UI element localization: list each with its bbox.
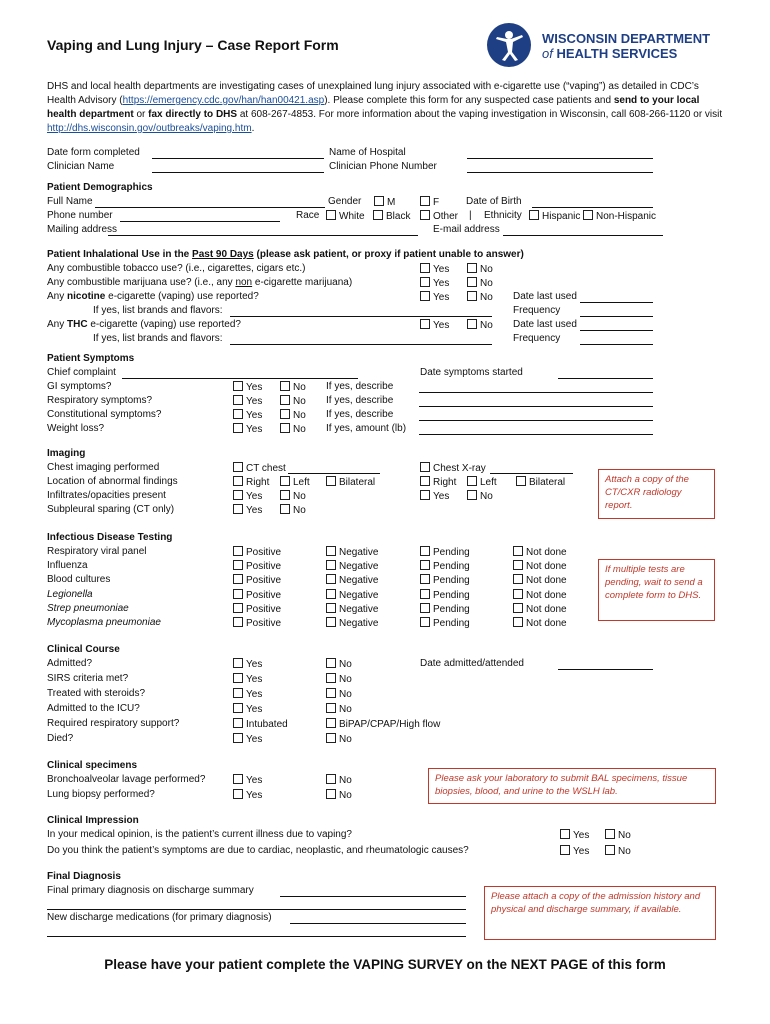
checkbox-icon [233,381,243,391]
race-other-option[interactable]: Other [420,210,458,223]
test-label: Mycoplasma pneumoniae [47,617,161,628]
separator: | [469,210,472,221]
subpleural-label: Subpleural sparing (CT only) [47,504,175,515]
checkbox-icon [513,603,523,613]
checkbox-icon [420,546,430,556]
bal-yes[interactable]: Yes [233,774,262,787]
checkbox-icon [233,476,243,486]
checkbox-icon [326,574,336,584]
date-admitted-field[interactable] [558,669,653,670]
test-positive-option[interactable]: Positive [233,589,281,602]
checkbox-icon [467,277,477,287]
checkbox-icon [280,409,290,419]
test-negative-option[interactable]: Negative [326,603,378,616]
q-tobacco: Any combustible tobacco use? (i.e., cigarettes, cigars etc.) [47,263,306,274]
checkbox-icon [420,617,430,627]
checkbox-icon [233,603,243,613]
test-not-done-option[interactable]: Not done [513,560,567,573]
clinician-phone-label: Clinician Phone Number [329,161,437,172]
email-field[interactable] [503,235,663,236]
test-positive-option[interactable]: Positive [233,617,281,630]
thc-frequency-field[interactable] [580,344,653,345]
thc-date-field[interactable] [580,330,653,331]
biopsy-label: Lung biopsy performed? [47,789,155,800]
mailing-field[interactable] [108,235,418,236]
checkbox-icon [374,196,384,206]
biopsy-yes[interactable]: Yes [233,789,262,802]
chest-imaging-label: Chest imaging performed [47,462,160,473]
checkbox-icon [233,789,243,799]
dhs-logo-icon [486,22,532,68]
test-not-done-option[interactable]: Not done [513,546,567,559]
checkbox-icon [233,574,243,584]
const-yes[interactable]: Yes [233,409,262,422]
checkbox-icon [233,617,243,627]
gi-label: GI symptoms? [47,381,112,392]
org-name [542,31,710,61]
sirs-label: SIRS criteria met? [47,673,129,684]
q-thc: Any THC e-cigarette (vaping) use reported? [47,319,241,330]
checkbox-icon [233,395,243,405]
checkbox-icon [233,462,243,472]
thc-yes[interactable]: Yes [420,319,449,332]
test-negative-option[interactable]: Negative [326,589,378,602]
ct-bilateral[interactable]: Bilateral [326,476,375,489]
nicotine-frequency-label: Frequency [513,305,561,316]
checkbox-icon [467,490,477,500]
checkbox-icon [420,560,430,570]
date-completed-field[interactable] [152,158,324,159]
sirs-no[interactable]: No [326,673,352,686]
checkbox-icon [420,196,430,206]
admitted-no[interactable]: No [326,658,352,671]
test-label: Respiratory viral panel [47,546,147,557]
checkbox-icon [326,733,336,743]
imaging-note: Attach a copy of the CT/CXR radiology report. [598,469,715,519]
full-name-field[interactable] [95,207,325,208]
demographics-heading: Patient Demographics [47,182,153,193]
checkbox-icon [326,603,336,613]
clinical-course-heading: Clinical Course [47,644,120,655]
checkbox-icon [467,263,477,273]
test-pending-option[interactable]: Pending [420,546,470,559]
race-label: Race [296,210,320,221]
checkbox-icon [280,423,290,433]
icu-no[interactable]: No [326,703,352,716]
ct-infiltrates-yes[interactable]: Yes [233,490,262,503]
form-title: Vaping and Lung Injury – Case Report Form [47,37,339,53]
const-describe-label: If yes, describe [326,409,394,420]
test-positive-option[interactable]: Positive [233,560,281,573]
hospital-label: Name of Hospital [329,147,406,158]
gi-describe-label: If yes, describe [326,381,394,392]
dhs-vaping-link[interactable]: http://dhs.wisconsin.gov/outbreaks/vaping.htm [47,123,252,134]
resp-no[interactable]: No [280,395,306,408]
checkbox-icon [233,733,243,743]
checkbox-icon [560,845,570,855]
nicotine-frequency-field[interactable] [580,316,653,317]
const-describe-field[interactable] [419,420,653,421]
checkbox-icon [233,774,243,784]
gi-describe-field[interactable] [419,392,653,393]
gender-m-option[interactable]: M [374,196,395,209]
died-no[interactable]: No [326,733,352,746]
ct-right[interactable]: Right [233,476,269,489]
dob-label: Date of Birth [466,196,522,207]
ct-chest-option[interactable]: CT chest [233,462,286,475]
clinician-name-field[interactable] [152,172,324,173]
tobacco-yes[interactable]: Yes [420,263,449,276]
specimens-note: Please ask your laboratory to submit BAL specimens, tissue biopsies, blood, and urine to the WSLH lab. [428,768,716,804]
diagnosis-note: Please attach a copy of the admission history and physical and discharge summary, if available. [484,886,716,940]
checkbox-icon [326,589,336,599]
checkbox-icon [280,476,290,486]
xray-right[interactable]: Right [420,476,456,489]
xray-option[interactable]: Chest X-ray [420,462,486,475]
checkbox-icon [233,688,243,698]
discharge-meds-field-2[interactable] [47,936,466,937]
date-started-label: Date symptoms started [420,367,523,378]
steroids-label: Treated with steroids? [47,688,146,699]
gi-no[interactable]: No [280,381,306,394]
checkbox-icon [605,829,615,839]
checkbox-icon [513,589,523,599]
phone-field[interactable] [120,221,280,222]
location-label: Location of abnormal findings [47,476,178,487]
date-admitted-label: Date admitted/attended [420,658,524,669]
diagnosis-heading: Final Diagnosis [47,871,121,882]
final-diagnosis-field[interactable] [280,896,466,897]
checkbox-icon [420,263,430,273]
checkbox-icon [233,546,243,556]
clinician-name-label: Clinician Name [47,161,115,172]
checkbox-icon [560,829,570,839]
inhalational-heading: Patient Inhalational Use in the Past 90 Days (please ask patient, or proxy if patient unable to answer) [47,249,524,260]
q-marijuana: Any combustible marijuana use? (i.e., any non e-cigarette marijuana) [47,277,353,288]
mailing-label: Mailing address [47,224,118,235]
test-label: Blood cultures [47,574,111,586]
marijuana-no[interactable]: No [467,277,493,290]
checkbox-icon [529,210,539,220]
checkbox-icon [326,210,336,220]
impression-q2-no[interactable]: No [605,845,631,858]
test-label: Influenza [47,560,88,572]
checkbox-icon [420,589,430,599]
checkbox-icon [233,589,243,599]
checkbox-icon [467,291,477,301]
checkbox-icon [516,476,526,486]
nicotine-brands-field[interactable] [230,316,492,317]
checkbox-icon [326,688,336,698]
ct-chest-field[interactable] [288,473,380,474]
checkbox-icon [326,673,336,683]
checkbox-icon [233,703,243,713]
checkbox-icon [513,617,523,627]
weight-yes[interactable]: Yes [233,423,262,436]
checkbox-icon [513,546,523,556]
test-positive-option[interactable]: Positive [233,546,281,559]
gender-f-option[interactable]: F [420,196,439,209]
checkbox-icon [233,490,243,500]
impression-q1-yes[interactable]: Yes [560,829,589,842]
checkbox-icon [280,490,290,500]
nicotine-date-label: Date last used [513,291,577,302]
thc-no[interactable]: No [467,319,493,332]
checkbox-icon [373,210,383,220]
gi-yes[interactable]: Yes [233,381,262,394]
checkbox-icon [326,546,336,556]
nicotine-brands-label: If yes, list brands and flavors: [93,305,223,316]
checkbox-icon [583,210,593,220]
subpleural-yes[interactable]: Yes [233,504,262,517]
test-positive-option[interactable]: Positive [233,603,281,616]
checkbox-icon [420,462,430,472]
ct-left[interactable]: Left [280,476,310,489]
resp-support-label: Required respiratory support? [47,718,180,729]
footer-instruction: Please have your patient complete the VAPING SURVEY on the NEXT PAGE of this form [104,957,666,972]
resp-label: Respiratory symptoms? [47,395,153,406]
test-label: Strep pneumoniae [47,602,129,614]
icu-label: Admitted to the ICU? [47,703,140,714]
checkbox-icon [326,703,336,713]
cdc-advisory-link[interactable]: https://emergency.cdc.gov/han/han00421.asp [122,95,325,106]
checkbox-icon [326,718,336,728]
test-negative-option[interactable]: Negative [326,617,378,630]
checkbox-icon [513,560,523,570]
biopsy-no[interactable]: No [326,789,352,802]
checkbox-icon [420,277,430,287]
org-name-line1: WISCONSIN DEPARTMENT [542,31,711,46]
impression-q2: Do you think the patient’s symptoms are due to cardiac, neoplastic, and rheumatologic causes? [47,845,469,856]
resp-yes[interactable]: Yes [233,395,262,408]
checkbox-icon [326,789,336,799]
xray-infiltrates-yes[interactable]: Yes [420,490,449,503]
checkbox-icon [420,319,430,329]
ct-infiltrates-no[interactable]: No [280,490,306,503]
checkbox-icon [233,673,243,683]
checkbox-icon [233,718,243,728]
phone-label: Phone number [47,210,113,221]
checkbox-icon [420,490,430,500]
weight-label: Weight loss? [47,423,105,434]
admitted-label: Admitted? [47,658,93,669]
impression-q2-yes[interactable]: Yes [560,845,589,858]
bal-no[interactable]: No [326,774,352,787]
ethnicity-non-hispanic-option[interactable]: Non-Hispanic [583,210,656,223]
intubated-option[interactable]: Intubated [233,718,288,731]
checkbox-icon [233,658,243,668]
test-pending-option[interactable]: Pending [420,589,470,602]
test-not-done-option[interactable]: Not done [513,603,567,616]
dob-field[interactable] [532,207,653,208]
checkbox-icon [280,504,290,514]
intro-paragraph: DHS and local health departments are investigating cases of unexplained lung injury associated with e-cigarette use (“vaping”) as detailed in CDC’s Health Advisory (https://emergency.cdc.gov/han/han00421.asp). Please complete this form for any suspected case patients and send to your local health department or fax directly to DHS at 608-267-4853. For more information about the vaping investigation in Wisconsin, call 608-266-1120 or visit http://dhs.wisconsin.gov/outbreaks/vaping.htm. [47,81,723,134]
q-nicotine: Any nicotine e-cigarette (vaping) use reported? [47,291,259,302]
died-label: Died? [47,733,74,744]
impression-q1-no[interactable]: No [605,829,631,842]
checkbox-icon [467,476,477,486]
infectious-note: If multiple tests are pending, wait to send a complete form to DHS. [598,559,715,621]
test-not-done-option[interactable]: Not done [513,589,567,602]
checkbox-icon [233,560,243,570]
clinician-phone-field[interactable] [467,172,653,173]
weight-amount-label: If yes, amount (lb) [326,423,407,434]
checkbox-icon [233,423,243,433]
checkbox-icon [233,504,243,514]
died-yes[interactable]: Yes [233,733,262,746]
checkbox-icon [420,291,430,301]
sirs-yes[interactable]: Yes [233,673,262,686]
checkbox-icon [326,476,336,486]
resp-describe-label: If yes, describe [326,395,394,406]
specimens-heading: Clinical specimens [47,760,138,771]
date-started-field[interactable] [558,378,653,379]
checkbox-icon [326,774,336,784]
gender-label: Gender [328,196,362,207]
thc-date-label: Date last used [513,319,577,330]
test-not-done-option[interactable]: Not done [513,617,567,630]
discharge-meds-label: New discharge medications (for primary diagnosis) [47,912,272,923]
discharge-meds-field[interactable] [290,923,466,924]
checkbox-icon [326,617,336,627]
chief-complaint-label: Chief complaint [47,367,116,378]
nicotine-no[interactable]: No [467,291,493,304]
org-name-line2: HEALTH SERVICES [556,46,678,61]
final-diagnosis-field-2[interactable] [47,909,466,910]
steroids-no[interactable]: No [326,688,352,701]
test-pending-option[interactable]: Pending [420,560,470,573]
xray-bilateral[interactable]: Bilateral [516,476,565,489]
symptoms-heading: Patient Symptoms [47,353,135,364]
test-positive-option[interactable]: Positive [233,574,281,587]
checkbox-icon [420,476,430,486]
test-pending-option[interactable]: Pending [420,603,470,616]
bipap-option[interactable]: BiPAP/CPAP/High flow [326,718,440,731]
steroids-yes[interactable]: Yes [233,688,262,701]
test-pending-option[interactable]: Pending [420,574,470,587]
nicotine-yes[interactable]: Yes [420,291,449,304]
test-negative-option[interactable]: Negative [326,546,378,559]
email-label: E-mail address [433,224,500,235]
const-no[interactable]: No [280,409,306,422]
org-name-prefix: of [542,46,557,61]
checkbox-icon [233,409,243,419]
impression-q1: In your medical opinion, is the patient’s current illness due to vaping? [47,829,352,840]
subpleural-no[interactable]: No [280,504,306,517]
test-negative-option[interactable]: Negative [326,560,378,573]
test-not-done-option[interactable]: Not done [513,574,567,587]
admitted-yes[interactable]: Yes [233,658,262,671]
test-pending-option[interactable]: Pending [420,617,470,630]
infiltrates-label: Infiltrates/opacities present [47,490,166,501]
date-completed-label: Date form completed [47,147,140,158]
const-label: Constitutional symptoms? [47,409,162,420]
icu-yes[interactable]: Yes [233,703,262,716]
checkbox-icon [420,210,430,220]
xray-left[interactable]: Left [467,476,497,489]
weight-no[interactable]: No [280,423,306,436]
race-white-option[interactable]: White [326,210,365,223]
impression-heading: Clinical Impression [47,815,139,826]
checkbox-icon [467,319,477,329]
xray-field[interactable] [490,473,573,474]
checkbox-icon [605,845,615,855]
checkbox-icon [326,560,336,570]
checkbox-icon [420,603,430,613]
thc-frequency-label: Frequency [513,333,561,344]
ethnicity-hispanic-option[interactable]: Hispanic [529,210,580,223]
ethnicity-label: Ethnicity [484,210,522,221]
nicotine-date-field[interactable] [580,302,653,303]
race-black-option[interactable]: Black [373,210,410,223]
xray-infiltrates-no[interactable]: No [467,490,493,503]
full-name-label: Full Name [47,196,93,207]
bal-label: Bronchoalveolar lavage performed? [47,774,206,785]
test-negative-option[interactable]: Negative [326,574,378,587]
tobacco-no[interactable]: No [467,263,493,276]
final-diagnosis-label: Final primary diagnosis on discharge summary [47,885,254,896]
imaging-heading: Imaging [47,448,86,459]
checkbox-icon [280,395,290,405]
hospital-field[interactable] [467,158,653,159]
marijuana-yes[interactable]: Yes [420,277,449,290]
weight-amount-field[interactable] [419,434,653,435]
infectious-heading: Infectious Disease Testing [47,532,173,543]
checkbox-icon [420,574,430,584]
checkbox-icon [326,658,336,668]
thc-brands-label: If yes, list brands and flavors: [93,333,223,344]
resp-describe-field[interactable] [419,406,653,407]
thc-brands-field[interactable] [230,344,492,345]
test-label: Legionella [47,588,93,600]
checkbox-icon [280,381,290,391]
chief-complaint-field[interactable] [122,378,358,379]
checkbox-icon [513,574,523,584]
